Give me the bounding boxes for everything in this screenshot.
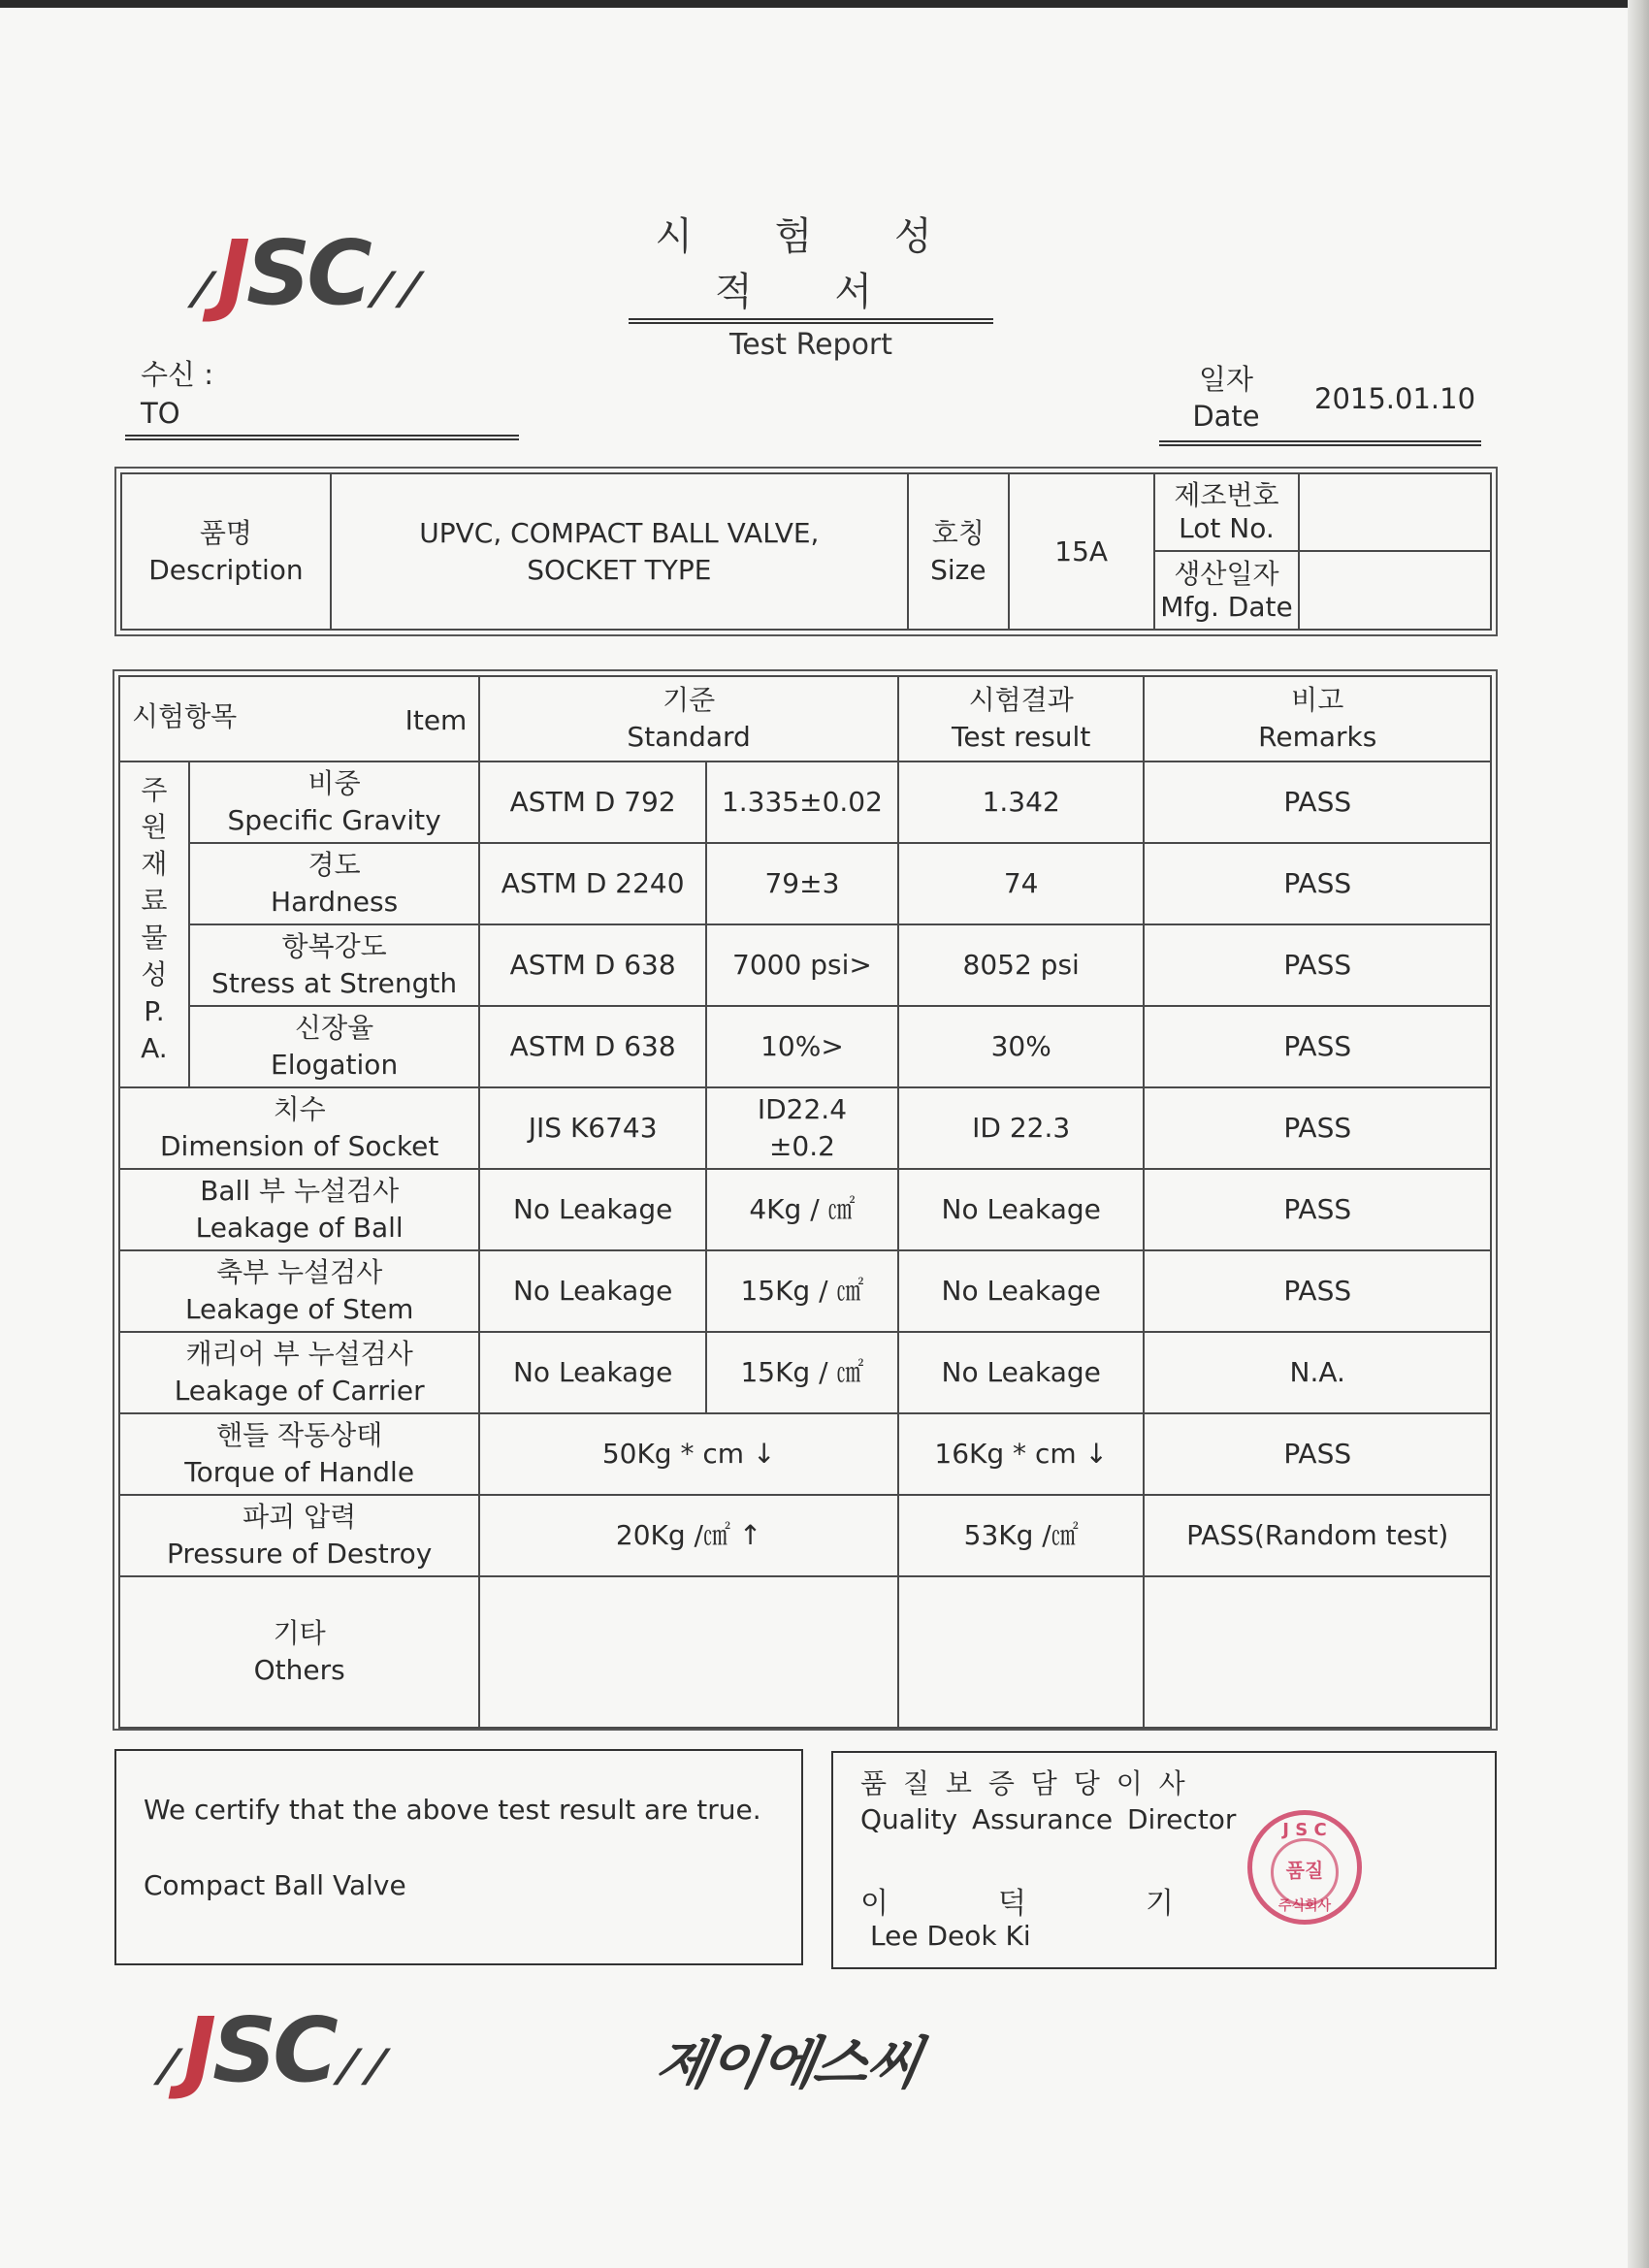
item-name: 파괴 압력 Pressure of Destroy [119, 1495, 479, 1576]
remark [1144, 1576, 1491, 1728]
item-name: 캐리어 부 누설검사 Leakage of Carrier [119, 1332, 479, 1413]
table-row [119, 1495, 1491, 1576]
item-name: 경도 Hardness [189, 843, 479, 924]
item-name: 항복강도 Stress at Strength [189, 924, 479, 1006]
remark: PASS [1144, 1169, 1491, 1250]
test-result: 16Kg * cm ↓ [898, 1413, 1145, 1495]
title-korean: 시 험 성 적 서 [655, 214, 967, 314]
jsc-logo-top: /JSC// [190, 221, 424, 325]
recipient-underline [125, 435, 519, 440]
table-row [119, 1006, 1491, 1087]
item-name: 기타 Others [119, 1576, 479, 1728]
qa-name-ko-2: 덕 [998, 1887, 1026, 1921]
header-remarks: 비고 Remarks [1144, 676, 1491, 761]
size-value: 15A [1009, 473, 1154, 630]
standard-value: 20Kg /㎠ ↑ [479, 1495, 898, 1576]
qa-name-ko-3: 기 [1146, 1887, 1174, 1921]
certification-product: Compact Ball Valve [144, 1869, 406, 1901]
table-row [119, 1087, 1491, 1169]
scan-edge-top [0, 0, 1649, 8]
table-row [119, 1169, 1491, 1250]
jsc-logo-footer: /JSC// [156, 1998, 390, 2102]
product-table [120, 472, 1492, 631]
test-result [898, 1576, 1145, 1728]
report-title [629, 206, 993, 362]
header-item: 시험항목 Item [119, 676, 479, 761]
certification-statement: We certify that the above test result are true. [144, 1794, 761, 1826]
description-value: UPVC, COMPACT BALL VALVE, SOCKET TYPE [331, 473, 908, 630]
table-row [119, 1413, 1491, 1495]
standard-method: JIS K6743 [479, 1087, 706, 1169]
test-result: ID 22.3 [898, 1087, 1145, 1169]
standard-method: No Leakage [479, 1250, 706, 1332]
item-name: 신장율 Elogation [189, 1006, 479, 1087]
table-row [119, 924, 1491, 1006]
qa-name-ko-1: 이 [860, 1887, 889, 1921]
test-result: No Leakage [898, 1250, 1145, 1332]
size-label: 호칭 Size [908, 473, 1009, 630]
date-block [1159, 361, 1481, 446]
qa-title-ko: 품 질 보 증 담 당 이 사 [860, 1767, 1189, 1799]
item-name: 축부 누설검사 Leakage of Stem [119, 1250, 479, 1332]
lot-label: 제조번호 Lot No. [1154, 473, 1300, 551]
test-result: 53Kg /㎠ [898, 1495, 1145, 1576]
remark: PASS [1144, 843, 1491, 924]
test-result: No Leakage [898, 1332, 1145, 1413]
remark: PASS(Random test) [1144, 1495, 1491, 1576]
standard-spec: 15Kg / ㎠ [706, 1250, 898, 1332]
date-label-en: Date [1192, 400, 1260, 433]
remark: PASS [1144, 1413, 1491, 1495]
table-row [119, 1332, 1491, 1413]
standard-spec: 79±3 [706, 843, 898, 924]
test-result: 1.342 [898, 761, 1145, 843]
remark: PASS [1144, 1006, 1491, 1087]
company-seal-stamp: J S C 품질 주식회사 [1247, 1810, 1362, 1925]
standard-value [479, 1576, 898, 1728]
mfg-date-label: 생산일자 Mfg. Date [1154, 551, 1300, 630]
table-row [119, 1250, 1491, 1332]
standard-spec: 15Kg / ㎠ [706, 1332, 898, 1413]
mfg-date-value [1299, 551, 1491, 630]
item-name: 비중 Specific Gravity [189, 761, 479, 843]
recipient-label-en: TO [141, 397, 180, 430]
test-result: 74 [898, 843, 1145, 924]
remark: PASS [1144, 1250, 1491, 1332]
date-label-ko: 일자 [1198, 363, 1254, 396]
table-row [119, 1576, 1491, 1728]
test-results-table [118, 675, 1492, 1729]
header-test-result: 시험결과 Test result [898, 676, 1145, 761]
company-name-korean: 제이에스씨 [651, 2030, 925, 2096]
lot-value [1299, 473, 1491, 551]
standard-spec: ID22.4 ±0.2 [706, 1087, 898, 1169]
table-row [119, 761, 1491, 843]
test-result: No Leakage [898, 1169, 1145, 1250]
remark: N.A. [1144, 1332, 1491, 1413]
remark: PASS [1144, 761, 1491, 843]
standard-method: ASTM D 638 [479, 1006, 706, 1087]
remark: PASS [1144, 924, 1491, 1006]
test-result: 30% [898, 1006, 1145, 1087]
item-name: 핸들 작동상태 Torque of Handle [119, 1413, 479, 1495]
standard-method: ASTM D 638 [479, 924, 706, 1006]
standard-value: 50Kg * cm ↓ [479, 1413, 898, 1495]
qa-title-en: Quality Assurance Director [860, 1803, 1237, 1835]
header-standard: 기준 Standard [479, 676, 898, 761]
qa-name-en: Lee Deok Ki [870, 1920, 1031, 1952]
title-english: Test Report [728, 328, 893, 362]
standard-method: ASTM D 2240 [479, 843, 706, 924]
certification-box [114, 1749, 803, 1965]
standard-spec: 7000 psi> [706, 924, 898, 1006]
standard-spec: 10%> [706, 1006, 898, 1087]
test-result: 8052 psi [898, 924, 1145, 1006]
table-row [119, 843, 1491, 924]
item-name: 치수 Dimension of Socket [119, 1087, 479, 1169]
date-value: 2015.01.10 [1314, 382, 1476, 415]
standard-method: No Leakage [479, 1169, 706, 1250]
group-label-material: 주 원 재 료 물 성 P. A. [119, 761, 189, 1087]
recipient-label-ko: 수신 : [141, 358, 214, 391]
standard-spec: 4Kg / ㎠ [706, 1169, 898, 1250]
standard-spec: 1.335±0.02 [706, 761, 898, 843]
item-name: Ball 부 누설검사 Leakage of Ball [119, 1169, 479, 1250]
remark: PASS [1144, 1087, 1491, 1169]
description-label: 품명 Description [121, 473, 331, 630]
qa-director-box [831, 1751, 1497, 1969]
scan-edge-right [1628, 0, 1649, 2268]
recipient-block [141, 355, 519, 440]
standard-method: No Leakage [479, 1332, 706, 1413]
date-underline [1159, 440, 1481, 446]
standard-method: ASTM D 792 [479, 761, 706, 843]
